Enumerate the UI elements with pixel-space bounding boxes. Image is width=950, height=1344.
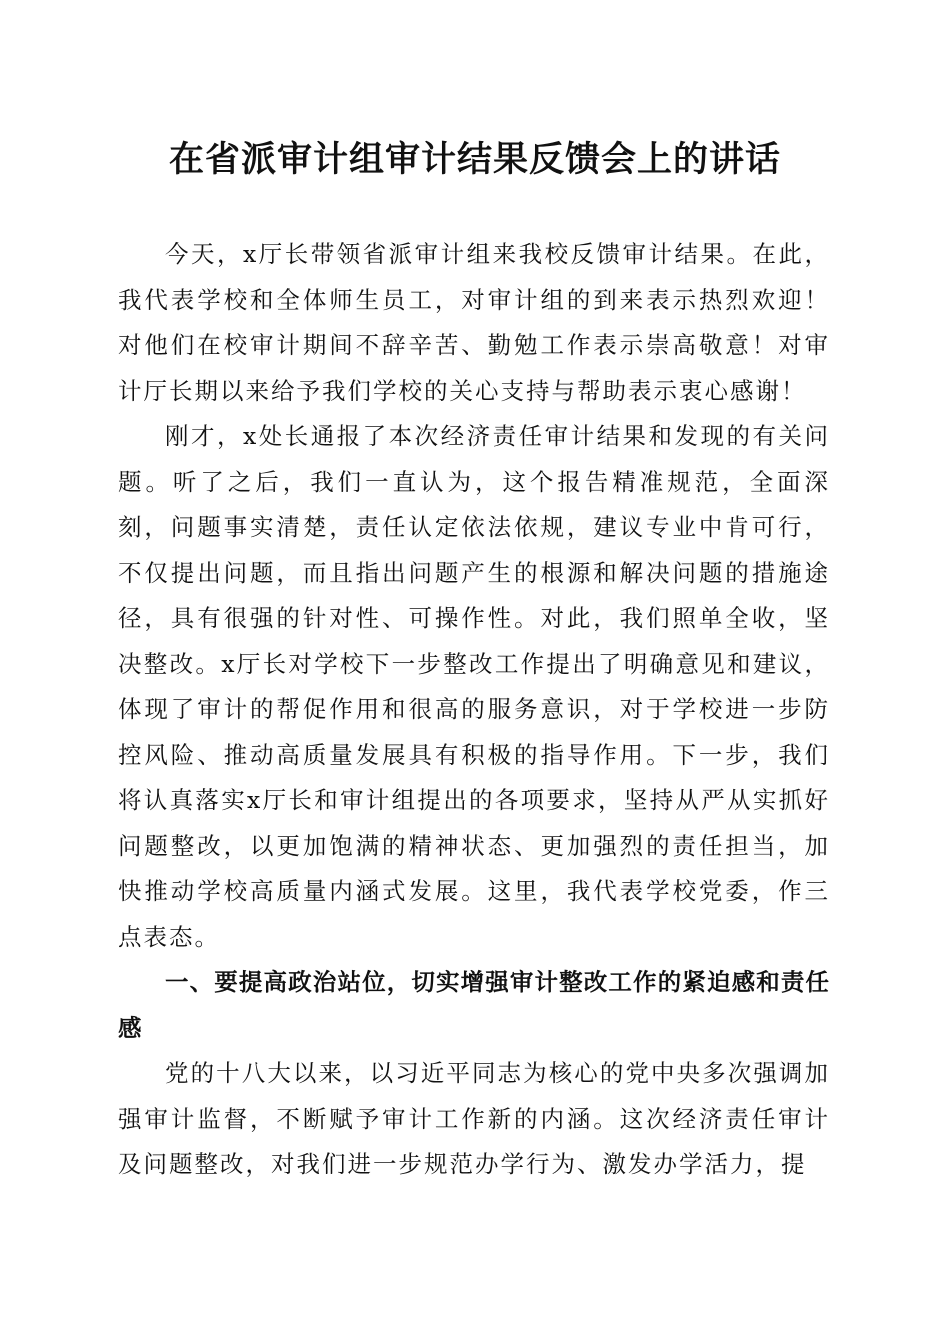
section-heading-1: 一、要提高政治站位，切实增强审计整改工作的紧迫感和责任感 [118, 968, 830, 1042]
document-body [118, 232, 830, 1188]
document-title: 在省派审计组审计结果反馈会上的讲话 [168, 139, 781, 180]
paragraph-welcome: 今天，x厅长带领省派审计组来我校反馈审计结果。在此，我代表学校和全体师生员工，对审计组的到来表示热烈欢迎！对他们在校审计期间不辞辛苦、勤勉工作表示崇高敬意！对审计厅长期以来给予我们学校的关心支持与帮助表示衷心感谢！ [118, 240, 830, 405]
paragraph-feedback-response: 刚才，x处长通报了本次经济责任审计结果和发现的有关问题。听了之后，我们一直认为，这个报告精准规范，全面深刻，问题事实清楚，责任认定依法依规，建议专业中肯可行，不仅提出问题，而且指出问题产生的根源和解决问题的措施途径，具有很强的针对性、可操作性。对此，我们照单全收，坚决整改。x厅长对学校下一步整改工作提出了明确意见和建议，体现了审计的帮促作用和很高的服务意识，对于学校进一步防控风险、推动高质量发展具有积极的指导作用。下一步，我们将认真落实x厅长和审计组提出的各项要求，坚持从严从实抓好问题整改，以更加饱满的精神状态、更加强烈的责任担当，加快推动学校高质量内涵式发展。这里，我代表学校党委，作三点表态。 [118, 422, 830, 951]
paragraph-section-1: 党的十八大以来，以习近平同志为核心的党中央多次强调加强审计监督，不断赋予审计工作新的内涵。这次经济责任审计及问题整改，对我们进一步规范办学行为、激发办学活力，提 [118, 1059, 830, 1178]
